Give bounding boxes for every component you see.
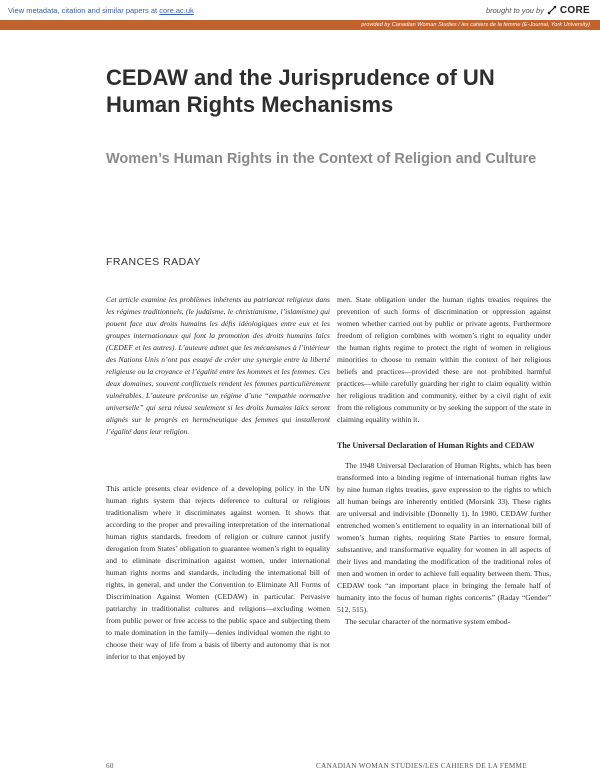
provided-by-bar [0, 20, 600, 30]
core-site-link[interactable]: core.ac.uk [159, 5, 194, 15]
link-prefix: View metadata, citation and similar papers at [8, 5, 160, 15]
abstract [106, 294, 330, 438]
journal-name: CANADIAN WOMAN STUDIES/LES CAHIERS DE LA FEMME [316, 762, 527, 770]
body-column-left [106, 483, 330, 663]
brought-by [486, 5, 590, 16]
body-paragraph: men. State obligation under the human rights treaties requires the prevention of such forms of discrimination or oppression against women whether carried out by public or private agents. Furthermore freedom of religion combines with women’s right to equality under the human rights regime to protect the right of women in religious minorities to choose to remain within the context of her religious beliefs and practices—provided these are not prohibited harmful practices—while carefully guarding her right to claim equality within her religious tradition and community, either by a civil right of exit from the religious community or by seeking the support of the state in claiming equality within it. [337, 295, 551, 424]
abstract-text: Cet article examine les problèmes inhérents au patriarcat religieux dans les régimes traditionnels, (le judaïsme, le christianisme, l’islamisme) qui pouent face aux droits humains les défis idéologiques entre eux et les groupes internationaux qui font la promotion des droits humains laïcs (CEDEF et les autres). L’auteure admet que les mécanismes à l’intérieur des Nations Unis n’ont pas essayé de créer une synergie entre la liberté religieuse ou la croyance et l’égalité entre les hommes et les femmes. Ces deux domaines, souvent conflictuels rendent les femmes particulièrement vulnérables. L’auteure préconise un régime d’une “empathie normative universelle” qui sera réussi seulement si les droits humains laïcs seront alignés sur le progrès en herméneutique des femmes qui installeront l’égalité dans leur religion. [106, 295, 330, 436]
metadata-bar [0, 0, 600, 20]
page-number: 60 [106, 762, 114, 770]
article-subtitle: Women’s Human Rights in the Context of Religion and Culture [106, 151, 537, 167]
author-name: FRANCES RADAY [106, 256, 201, 268]
brought-text: brought to you by [485, 5, 544, 15]
section-heading: The Universal Declaration of Human Rights and CEDAW [337, 441, 535, 450]
provided-by-text: provided by Canadian Woman Studies / les cahiers de la femme (E-Journal, York University) [361, 22, 590, 28]
core-logo[interactable]: CORE [559, 4, 590, 16]
body-paragraph: The secular character of the normative system embod- [345, 617, 511, 626]
body-paragraph: This article presents clear evidence of a developing policy in the UN human rights system that rejects deference to cultural or religious traditionalism where it discriminates against women. It shows that according to the proper and prevailing interpretation of the international human rights standards, freedom of religion or culture cannot justify derogation from States’ obligation to guarantee women’s right to equality and to eliminate discrimination against women, under international human rights norms and standards, including the international bill of rights, in general, and under the Convention to Eliminate All Forms of Discrimination Against Women (CEDAW) in particular. Pervasive patriarchy in traditionalist cultures and religions—excluding women from public power or free access to the public space and subjecting them to male domination in the family—denies individual women the right to choose their way of life from a basis of liberty and autonomy that is not inferior to that enjoyed by [106, 484, 330, 661]
article-title: CEDAW and the Jurisprudence of UN Human Rights Mechanisms [106, 65, 495, 117]
core-logo-icon [547, 5, 557, 15]
body-paragraph: The 1948 Universal Declaration of Human Rights, which has been transformed into a binding regime of international human rights law by nine human rights treaties, gave expression to the rights to which all human beings are inherently entitled (Morsink 33). These rights are universal and indivisible (Donnelly 1). In 1980, CEDAW further entrenched women’s entitlement to equality in an international bill of women’s human rights, requiring State Parties to ensure formal, substantive, and transformative equality for women in all aspects of their lives and mandating the modification of the traditional roles of men and women in order to achieve full equality between them. Thus, CEDAW took “an important place in bringing the female half of humanity into the focus of human rights concerns” (Raday “Gender” 512, 515). [337, 461, 551, 614]
core-metadata-link[interactable] [8, 6, 194, 15]
body-column-right [337, 294, 551, 628]
